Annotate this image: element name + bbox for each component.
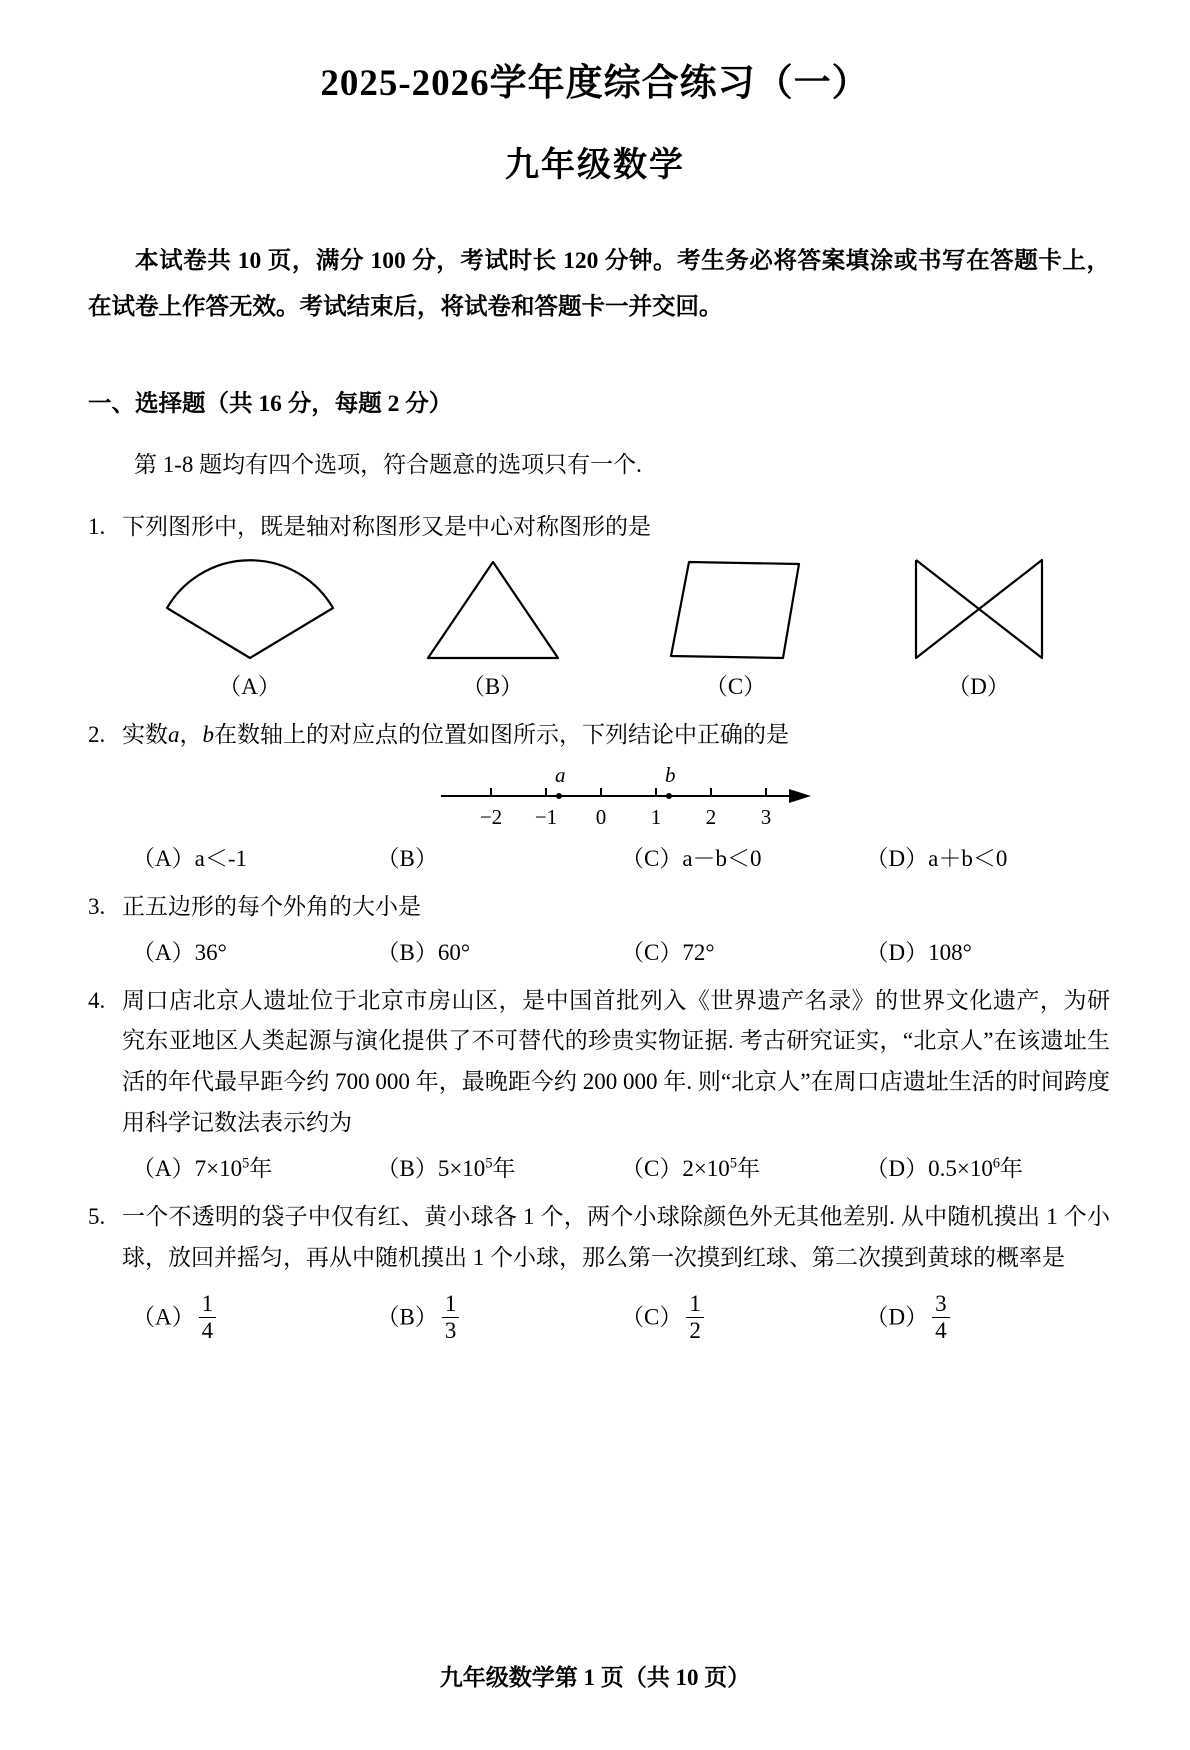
option-5-c-prefix: （C）	[621, 1304, 683, 1330]
tick-label-3: 3	[760, 804, 772, 829]
option-4-a-suffix: 年	[249, 1156, 273, 1182]
option-3-d[interactable]: （D）108°	[865, 939, 972, 965]
option-5-b[interactable]	[377, 1293, 622, 1346]
exam-content	[80, 239, 1110, 1345]
option-5-b-fraction	[442, 1291, 460, 1344]
option-5-a-fraction	[199, 1291, 217, 1344]
figure-label-c: （C）	[704, 673, 767, 699]
point-b-marker	[666, 793, 672, 799]
option-4-a-prefix: （A）7×10	[132, 1156, 243, 1182]
point-a-label: a	[555, 762, 566, 787]
question-2-numberline	[88, 762, 1110, 834]
option-4-d[interactable]	[866, 1150, 1111, 1183]
question-4-number: 4.	[88, 987, 106, 1013]
question-2-options	[88, 840, 1110, 873]
question-4	[88, 981, 1110, 1145]
question-1	[88, 507, 1110, 548]
option-3-a[interactable]: （A）36°	[132, 939, 227, 965]
question-4-stem: 周口店北京人遗址位于北京市房山区，是中国首批列入《世界遗产名录》的世界文化遗产，为研究东亚地区人类起源与演化提供了不可替代的珍贵实物证据. 考古研究证实，“北京人”在该遗址生活的年代最早距今约 700 000 年，最晚距今约 200 000 年. 则“北京人”在周口店遗址生活的时间跨度用科学记数法表示约为	[122, 987, 1110, 1136]
q2-stem-part-1: 实数	[122, 721, 168, 747]
parallelogram-shape-icon	[641, 556, 831, 666]
figure-label-d: （D）	[947, 673, 1010, 699]
question-5	[88, 1197, 1110, 1279]
figure-option-a[interactable]	[128, 556, 371, 701]
tick-label-0: 0	[595, 804, 607, 829]
option-4-b[interactable]	[377, 1150, 622, 1183]
tick-label-1: 1	[650, 804, 662, 829]
triangle-shape-icon	[398, 556, 588, 666]
tick-label-neg1: −1	[534, 804, 558, 829]
option-5-c-numerator: 1	[689, 1291, 701, 1317]
option-5-a-numerator: 1	[201, 1291, 214, 1317]
figure-option-b[interactable]	[371, 556, 614, 701]
option-4-b-exponent: 5	[485, 1155, 493, 1172]
option-4-d-exponent: 6	[992, 1155, 1000, 1172]
figure-label-a: （A）	[218, 673, 281, 699]
option-5-d-denominator: 4	[932, 1317, 950, 1344]
option-4-b-prefix: （B）5×10	[376, 1156, 486, 1182]
question-3-options	[88, 934, 1110, 967]
option-5-d[interactable]	[866, 1293, 1111, 1346]
question-3-number: 3.	[88, 893, 106, 919]
question-3-stem: 正五边形的每个外角的大小是	[122, 893, 421, 919]
option-4-a-exponent: 5	[242, 1155, 250, 1172]
section-heading: 一、选择题（共 16 分，每题 2 分）	[88, 390, 453, 417]
figure-option-c[interactable]	[614, 556, 857, 701]
option-5-b-denominator: 3	[442, 1317, 460, 1344]
option-5-d-prefix: （D）	[865, 1304, 929, 1330]
figure-option-d[interactable]	[857, 556, 1100, 701]
question-2-number: 2.	[88, 721, 106, 747]
option-4-b-suffix: 年	[492, 1156, 516, 1182]
page-title: 2025-2026学年度综合练习（一）	[320, 63, 870, 104]
option-2-c[interactable]: （C）a－b＜0	[621, 845, 762, 871]
tick-label-neg2: −2	[479, 804, 503, 829]
figure-label-b: （B）	[461, 673, 524, 699]
page-footer: 九年级数学第 1 页（共 10 页）	[439, 1665, 751, 1690]
option-4-c-suffix: 年	[736, 1156, 760, 1182]
number-line-figure	[429, 762, 829, 834]
option-4-d-prefix: （D）0.5×10	[865, 1156, 993, 1182]
option-2-d[interactable]: （D）a＋b＜0	[865, 845, 1008, 871]
question-4-options	[88, 1150, 1110, 1183]
section-note: 第 1-8 题均有四个选项，符合题意的选项只有一个.	[134, 451, 642, 477]
question-5-number: 5.	[88, 1204, 106, 1230]
option-5-d-numerator: 3	[935, 1291, 947, 1317]
instructions-paragraph: 本试卷共 10 页，满分 100 分，考试时长 120 分钟。考生务必将答案填涂或书写在答题卡上，在试卷上作答无效。考试结束后，将试卷和答题卡一并交回。	[88, 248, 1110, 320]
sector-shape-icon	[155, 556, 345, 666]
option-5-d-fraction	[932, 1291, 950, 1344]
q2-var-b: b	[202, 721, 214, 747]
question-1-number: 1.	[88, 513, 106, 539]
point-a-marker	[556, 793, 562, 799]
q2-var-a: a	[168, 721, 180, 747]
tick-label-2: 2	[705, 804, 717, 829]
question-3	[88, 887, 1110, 928]
option-5-b-prefix: （B）	[376, 1304, 438, 1330]
q2-stem-part-3: ，	[179, 721, 203, 747]
option-3-c[interactable]: （C）72°	[621, 939, 715, 965]
option-3-b[interactable]: （B）60°	[376, 939, 471, 965]
option-4-c-prefix: （C）2×10	[621, 1156, 730, 1182]
question-5-stem: 一个不透明的袋子中仅有红、黄小球各 1 个，两个小球除颜色外无其他差别. 从中随机摸出 1 个小球，放回并摇匀，再从中随机摸出 1 个小球，那么第一次摸到红球、第二次摸到黄球的概率是	[122, 1204, 1111, 1271]
question-5-options	[88, 1293, 1110, 1346]
option-5-a-prefix: （A）	[132, 1304, 195, 1330]
option-5-a-denominator: 4	[199, 1317, 217, 1344]
option-2-b[interactable]: （B）	[376, 845, 438, 871]
question-2	[88, 715, 1110, 756]
subject-title: 九年级数学	[505, 147, 685, 185]
bowtie-shape-icon	[884, 556, 1074, 666]
question-2-stem	[122, 715, 1110, 756]
option-5-c-denominator: 2	[686, 1317, 704, 1344]
question-1-figures	[88, 556, 1110, 701]
option-5-a[interactable]	[132, 1293, 377, 1346]
q2-stem-part-5: 在数轴上的对应点的位置如图所示，下列结论中正确的是	[214, 721, 789, 747]
point-b-label: b	[665, 762, 676, 787]
question-1-stem: 下列图形中，既是轴对称图形又是中心对称图形的是	[122, 513, 651, 539]
option-4-c[interactable]	[621, 1150, 866, 1183]
option-4-c-exponent: 5	[729, 1155, 737, 1172]
option-4-d-suffix: 年	[999, 1156, 1023, 1182]
option-5-c[interactable]	[621, 1293, 866, 1346]
option-5-c-fraction	[686, 1291, 704, 1344]
option-4-a[interactable]	[132, 1150, 377, 1183]
option-2-a[interactable]: （A）a＜-1	[132, 845, 247, 871]
option-5-b-numerator: 1	[444, 1291, 457, 1317]
